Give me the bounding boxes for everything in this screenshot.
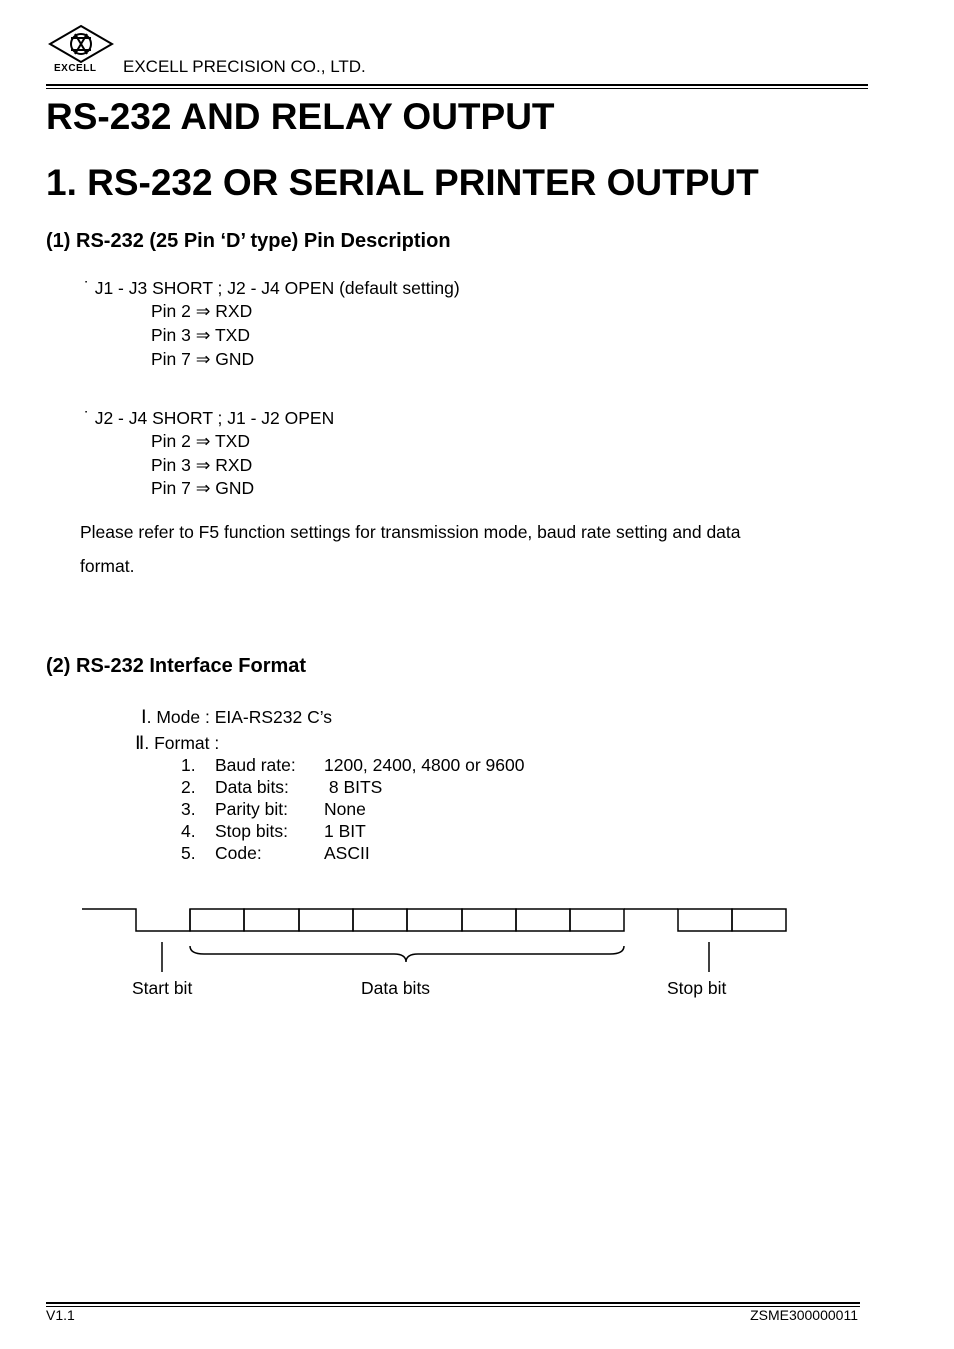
- start-bit-label: Start bit: [132, 978, 193, 998]
- data-bits-label: Data bits: [361, 978, 431, 998]
- format-item-value: 1200, 2400, 4800 or 9600: [324, 755, 525, 775]
- format-item-number: 3.: [181, 799, 196, 819]
- rs232-frame-diagram: [80, 900, 800, 980]
- data-bit-cell: [353, 909, 407, 931]
- format-item-value: 8 BITS: [324, 777, 383, 797]
- roman-numeral: Ⅰ: [141, 707, 147, 728]
- header-rule-thick: [46, 84, 868, 86]
- interface-format-heading: (2) RS-232 Interface Format: [46, 655, 307, 677]
- format-item-number: 1.: [181, 755, 196, 775]
- format-item-key: Code:: [215, 843, 262, 863]
- pin-line: Pin 2 ⇒ RXD: [151, 301, 253, 321]
- note-line-2: format.: [80, 556, 135, 576]
- company-name: EXCELL PRECISION CO., LTD.: [123, 57, 366, 76]
- data-bit-cell: [462, 909, 516, 931]
- pin-line: Pin 3 ⇒ TXD: [151, 325, 250, 345]
- pin-line: Pin 7 ⇒ GND: [151, 478, 255, 498]
- note-line-1: Please refer to F5 function settings for transmission mode, baud rate setting and data: [80, 522, 741, 542]
- pin-line: Pin 3 ⇒ RXD: [151, 455, 253, 475]
- jumper-setting-2: ˙ J2 - J4 SHORT ; J1 - J2 OPEN: [84, 408, 335, 428]
- format-item-key: Parity bit:: [215, 799, 288, 819]
- format-line: [135, 732, 219, 755]
- data-bits-brace: [190, 946, 624, 962]
- format-item-key: Data bits:: [215, 777, 289, 797]
- stop-bit-label: Stop bit: [667, 978, 727, 998]
- format-item-value: None: [324, 799, 366, 819]
- format-item-number: 2.: [181, 777, 196, 797]
- data-bit-cell: [299, 909, 353, 931]
- data-bit-cell: [244, 909, 299, 931]
- format-item-value: 1 BIT: [324, 821, 366, 841]
- format-text: . Format :: [144, 733, 220, 753]
- stop-bit-cell: [678, 909, 732, 931]
- data-bit-cell: [516, 909, 570, 931]
- signal-waveform: [82, 909, 190, 931]
- logo-text: EXCELL: [54, 63, 97, 74]
- pin-line: Pin 7 ⇒ GND: [151, 349, 255, 369]
- version-label: V1.1: [46, 1307, 75, 1323]
- footer-rule-thin: [46, 1306, 860, 1307]
- format-item-number: 5.: [181, 843, 196, 863]
- data-bit-cell: [190, 909, 244, 931]
- stop-bit-cell: [732, 909, 786, 931]
- pin-description-heading: (1) RS-232 (25 Pin ‘D’ type) Pin Description: [46, 230, 451, 252]
- section-heading: 1. RS-232 OR SERIAL PRINTER OUTPUT: [46, 162, 759, 203]
- roman-numeral: Ⅱ: [135, 733, 145, 754]
- data-bit-cell: [570, 909, 624, 931]
- jumper-setting-1: ˙ J1 - J3 SHORT ; J2 - J4 OPEN (default setting): [84, 278, 460, 298]
- document-code: ZSME300000011: [750, 1307, 858, 1323]
- mode-text: . Mode : EIA-RS232 C’s: [146, 707, 333, 727]
- format-item-number: 4.: [181, 821, 196, 841]
- data-bit-cell: [407, 909, 462, 931]
- mode-line: [141, 706, 332, 729]
- format-item-key: Baud rate:: [215, 755, 296, 775]
- pin-line: Pin 2 ⇒ TXD: [151, 431, 250, 451]
- footer-rule-thick: [46, 1302, 860, 1304]
- header-rule-thin: [46, 88, 868, 89]
- format-item-value: ASCII: [324, 843, 370, 863]
- page-title: RS-232 AND RELAY OUTPUT: [46, 96, 555, 137]
- format-item-key: Stop bits:: [215, 821, 288, 841]
